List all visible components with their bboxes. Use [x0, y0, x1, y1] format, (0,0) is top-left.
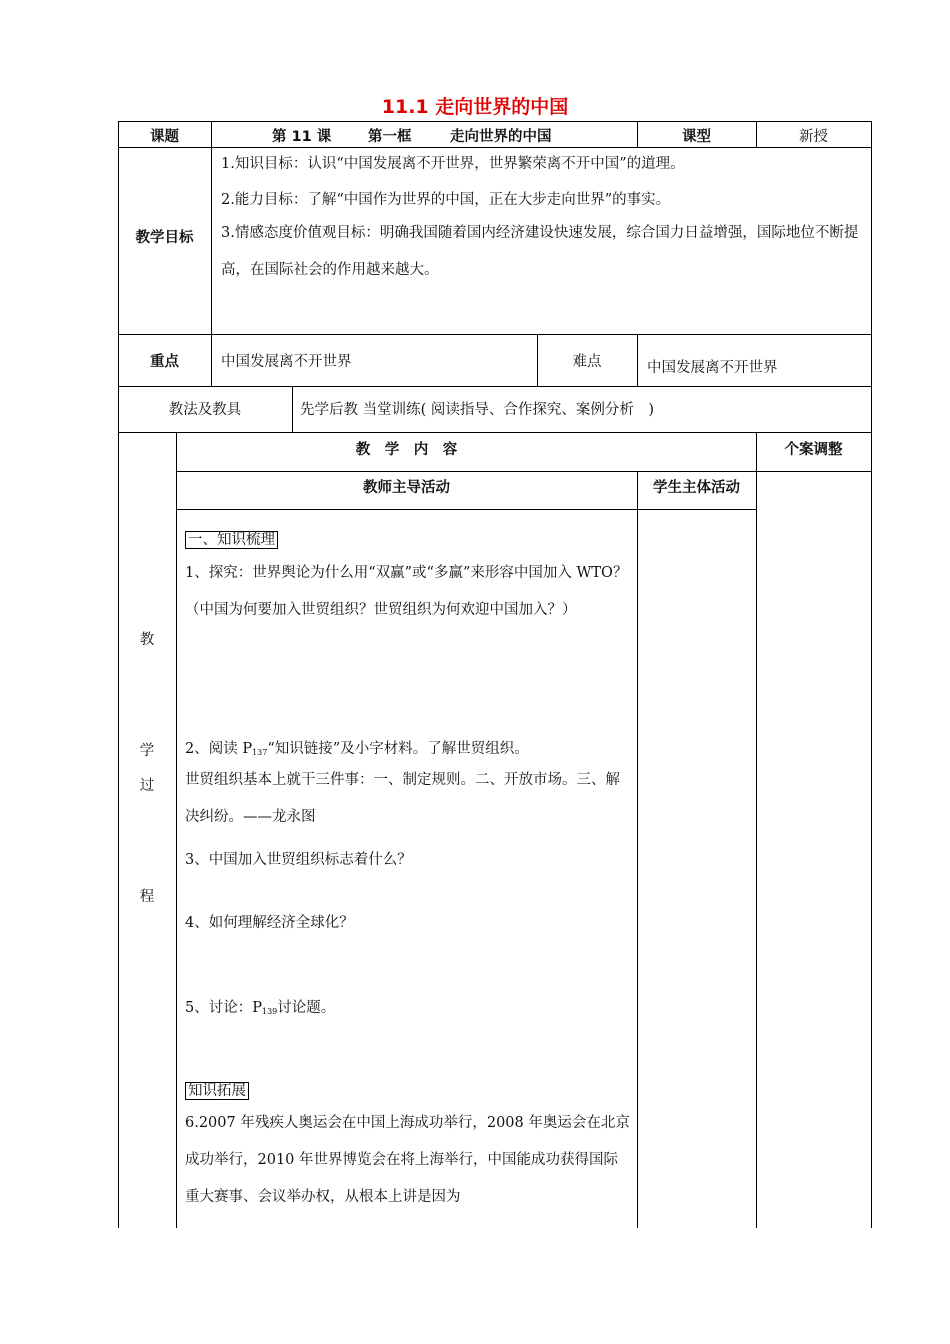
objectives-label: 教学目标 [135, 230, 194, 246]
process-label-char: 过 [139, 778, 155, 794]
objective-3: 3.情感态度价值观目标：明确我国随着国内经济建设快速发展，综合国力日益增强，国际地位不断提高，在国际社会的作用越来越大。 [221, 225, 859, 278]
question-3: 3、中国加入世贸组织标志着什么？ [185, 852, 412, 868]
content-header: 教 学 内 容 [355, 442, 458, 458]
page-title: 11.1 走向世界的中国 [381, 96, 569, 118]
difficulty-label: 难点 [572, 354, 602, 370]
lesson-number: 第 11 课 [272, 129, 332, 145]
question-2-detail: 世贸组织基本上就干三件事：一、制定规则。二、开放市场。三、解决纠纷。——龙永图 [185, 772, 620, 825]
question-6: 6.2007 年残疾人奥运会在中国上海成功举行，2008 年奥运会在北京成功举行，2010 年世界博览会在将上海举行，中国能成功获得国际重大赛事、会议举办权，从根本上讲是因为 [185, 1115, 630, 1205]
section-knowledge-extension-title: 知识拓展 [185, 1082, 249, 1100]
question-5: 5、讨论：$P_{139}$讨论题。 [185, 1000, 336, 1016]
lesson-type-label: 课型 [682, 129, 711, 145]
process-label-char: 程 [139, 889, 155, 905]
lesson-frame: 第一框 [368, 129, 412, 145]
section-knowledge-review-title: 一、知识梳理 [185, 531, 278, 549]
teacher-header: 教师主导活动 [363, 480, 450, 496]
difficulty-value: 中国发展离不开世界 [647, 360, 778, 376]
lesson-label: 课题 [150, 129, 179, 145]
objective-1: 1.知识目标：认识“中国发展离不开世界，世界繁荣离不开中国”的道理。 [221, 156, 685, 172]
process-label-char: 教 [139, 632, 155, 648]
objective-2: 2.能力目标：了解“中国作为世界的中国，正在大步走向世界”的事实。 [221, 192, 671, 208]
lesson-topic: 走向世界的中国 [450, 129, 552, 145]
adjust-header: 个案调整 [784, 442, 843, 458]
question-2: 2、阅读 $P_{137}“$知识链接”及小字材料。了解世贸组织。 [185, 741, 529, 757]
student-header: 学生主体活动 [653, 480, 740, 496]
methods-value: 先学后教 当堂训练( 阅读指导、合作探究、案例分析 ) [300, 402, 655, 418]
key-point-value: 中国发展离不开世界 [221, 354, 352, 370]
methods-label: 教法及教具 [168, 402, 242, 418]
lesson-type-value: 新授 [799, 129, 828, 145]
question-4: 4、如何理解经济全球化？ [185, 915, 354, 931]
section-knowledge-extension [185, 1080, 249, 1101]
key-point-label: 重点 [150, 354, 179, 370]
section-knowledge-review [185, 529, 278, 550]
question-1: 1、探究：世界舆论为什么用“双赢”或“多赢”来形容中国加入 WTO？（中国为何要加入世贸组织？世贸组织为何欢迎中国加入？） [185, 565, 628, 618]
process-label-char: 学 [139, 743, 155, 759]
